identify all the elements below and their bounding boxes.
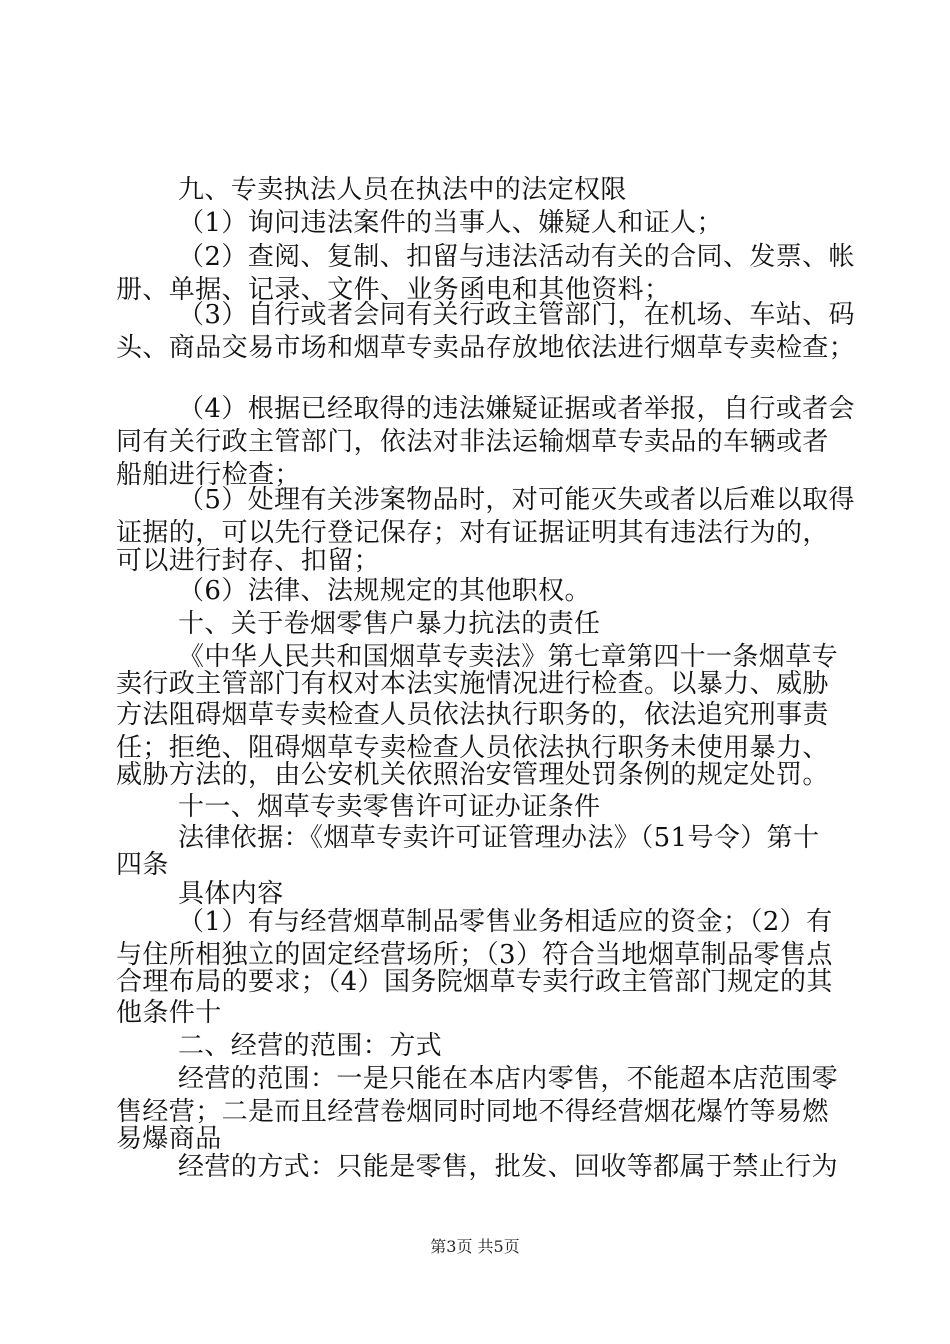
paragraph-line: 任；拒绝、阻碍烟草专卖检查人员依法执行职务未使用暴力、 [116,733,829,763]
paragraph-line: 他条件十 [116,998,222,1028]
section-heading-12: 二、经营的范围：方式 [178,1031,443,1061]
section-heading-11: 十一、烟草专卖零售许可证办证条件 [178,792,601,822]
paragraph-line: 经营的方式：只能是零售，批发、回收等都属于禁止行为 [178,1152,839,1182]
paragraph-line: 证据的，可以先行登记保存；对有证据证明其有违法行为的， [116,518,829,548]
paragraph-line: （4）根据已经取得的违法嫌疑证据或者举报，自行或者会 [178,394,855,424]
paragraph-line: （1）询问违法案件的当事人、嫌疑人和证人； [178,208,723,238]
paragraph-line: 售经营；二是而且经营卷烟同时同地不得经营烟花爆竹等易燃 [116,1097,829,1127]
paragraph-line: 与住所相独立的固定经营场所；（3）符合当地烟草制品零售点 [116,940,833,970]
paragraph-line: 易爆商品 [116,1124,222,1154]
paragraph-line: （3）自行或者会同有关行政主管部门，在机场、车站、码 [178,300,855,330]
paragraph-line: 同有关行政主管部门，依法对非法运输烟草专卖品的车辆或者 [116,427,829,457]
section-heading-9: 九、专卖执法人员在执法中的法定权限 [178,175,627,205]
paragraph-line: 威胁方法的，由公安机关依照治安管理处罚条例的规定处罚。 [116,760,829,790]
paragraph-line: （6）法律、法规规定的其他职权。 [178,576,591,606]
paragraph-line: 卖行政主管部门有权对本法实施情况进行检查。以暴力、威胁 [116,669,829,699]
paragraph-line: 合理布局的要求；（4）国务院烟草专卖行政主管部门规定的其 [116,967,833,997]
paragraph-line: 册、单据、记录、文件、业务函电和其他资料； [116,275,671,305]
paragraph-line: （2）查阅、复制、扣留与违法活动有关的合同、发票、帐 [178,242,855,272]
paragraph-line: 方法阻碍烟草专卖检查人员依法执行职务的，依法追究刑事责 [116,700,829,730]
paragraph-line: 四条 [116,850,169,880]
paragraph-line: （5）处理有关涉案物品时，对可能灭失或者以后难以取得 [178,485,855,515]
paragraph-line: 头、商品交易市场和烟草专卖品存放地依法进行烟草专卖检查； [116,333,856,363]
paragraph-line: 法律依据：《烟草专卖许可证管理办法》（51号令）第十 [178,823,820,853]
paragraph-line: 《中华人民共和国烟草专卖法》第七章第四十一条烟草专 [178,642,839,672]
section-heading-10: 十、关于卷烟零售户暴力抗法的责任 [178,609,601,639]
paragraph-line: 船舶进行检查； [116,460,301,490]
paragraph-line: 可以进行封存、扣留； [116,546,381,576]
paragraph-line: （1）有与经营烟草制品零售业务相适应的资金；（2）有 [178,907,833,937]
page-number-footer: 第3页 共5页 [430,1237,520,1256]
subheading-specific-content: 具体内容 [178,879,284,909]
paragraph-line: 经营的范围：一是只能在本店内零售，不能超本店范围零 [178,1064,839,1094]
